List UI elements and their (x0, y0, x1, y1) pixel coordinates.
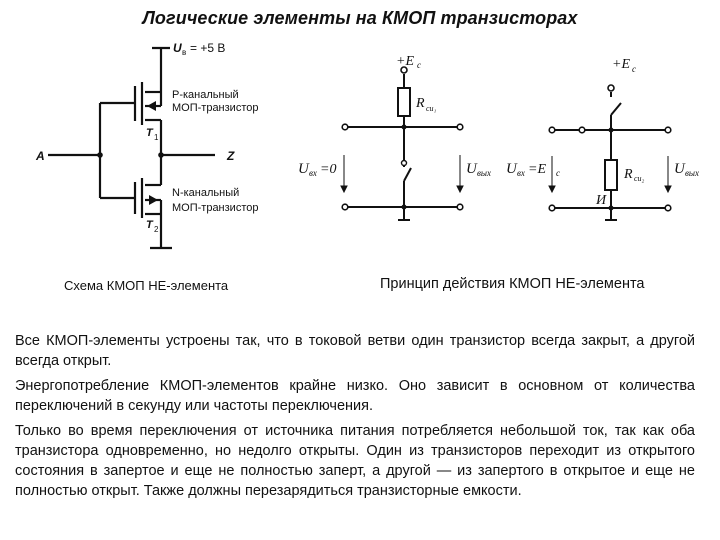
t1-sub: 1 (154, 133, 159, 142)
supply-1-label: +E (396, 54, 414, 69)
n-channel-label: N-канальный (172, 187, 240, 199)
resistor-1-sub: си₁ (426, 104, 437, 113)
uin-2-val: =E (528, 162, 546, 177)
supply-sub: в (182, 48, 187, 57)
input-a-label: A (36, 149, 45, 163)
uin-1-val: =0 (320, 162, 337, 177)
principle-caption: Принцип действия КМОП НЕ-элемента (380, 276, 645, 292)
paragraph-2: Энергопотребление КМОП-элементов крайне низко. Оно зависит в основном от количества переключений в секунду или частоты переключения. (15, 378, 695, 414)
resistor-2-sub: си₂ (634, 174, 645, 183)
uin-2-label: U (506, 161, 517, 177)
supply-2-sub: с (632, 64, 636, 74)
paragraph-3: Только во время переключения от источника питания потребляется небольшой ток, так как оба транзистора одновременно, но недолго открыты. Один из транзисторов переходит из открытого состояния в запертое и еще не полностью заперт, а другой — из запертого в открытое и еще не полностью открыт. Также должны перезарядиться транзисторные емкости. (15, 423, 695, 499)
resistor-1-label: R (416, 96, 425, 111)
paragraph-1: Все КМОП-элементы устроены так, что в токовой ветви один транзистор всегда закрыт, а другой всегда открыт. (15, 333, 695, 369)
body-text (15, 331, 695, 506)
p-channel-label-2: МОП-транзистор (172, 102, 259, 114)
resistor-2-label: R (624, 167, 633, 182)
n-channel-label-2: МОП-транзистор (172, 202, 259, 214)
page-title: Логические элементы на КМОП транзисторах (142, 8, 578, 28)
supply-label: U (173, 41, 182, 55)
resistor-rsi2 (605, 160, 617, 190)
uin-2-val-sub: с (556, 168, 560, 178)
supply-2-label: +E (612, 57, 630, 72)
uout-1-sub: вых (477, 168, 491, 178)
uout-1-label: U (466, 161, 477, 177)
uout-2-label: U (674, 161, 685, 177)
output-z-label: Z (227, 149, 235, 163)
left-schematic-caption: Схема КМОП НЕ-элемента (64, 278, 229, 293)
and-label: И (596, 193, 607, 208)
supply-value: = +5 В (190, 41, 226, 55)
t2-label: T (146, 219, 153, 231)
t1-label: T (146, 127, 153, 139)
uin-2-sub: вх (517, 168, 525, 178)
supply-1-sub: с (417, 60, 421, 70)
p-channel-label: Р-канальный (172, 89, 239, 101)
uin-1-sub: вх (309, 168, 317, 178)
uin-1-label: U (298, 161, 309, 177)
uout-2-sub: вых (685, 168, 699, 178)
t2-sub: 2 (154, 225, 159, 234)
switch-2 (611, 103, 621, 115)
